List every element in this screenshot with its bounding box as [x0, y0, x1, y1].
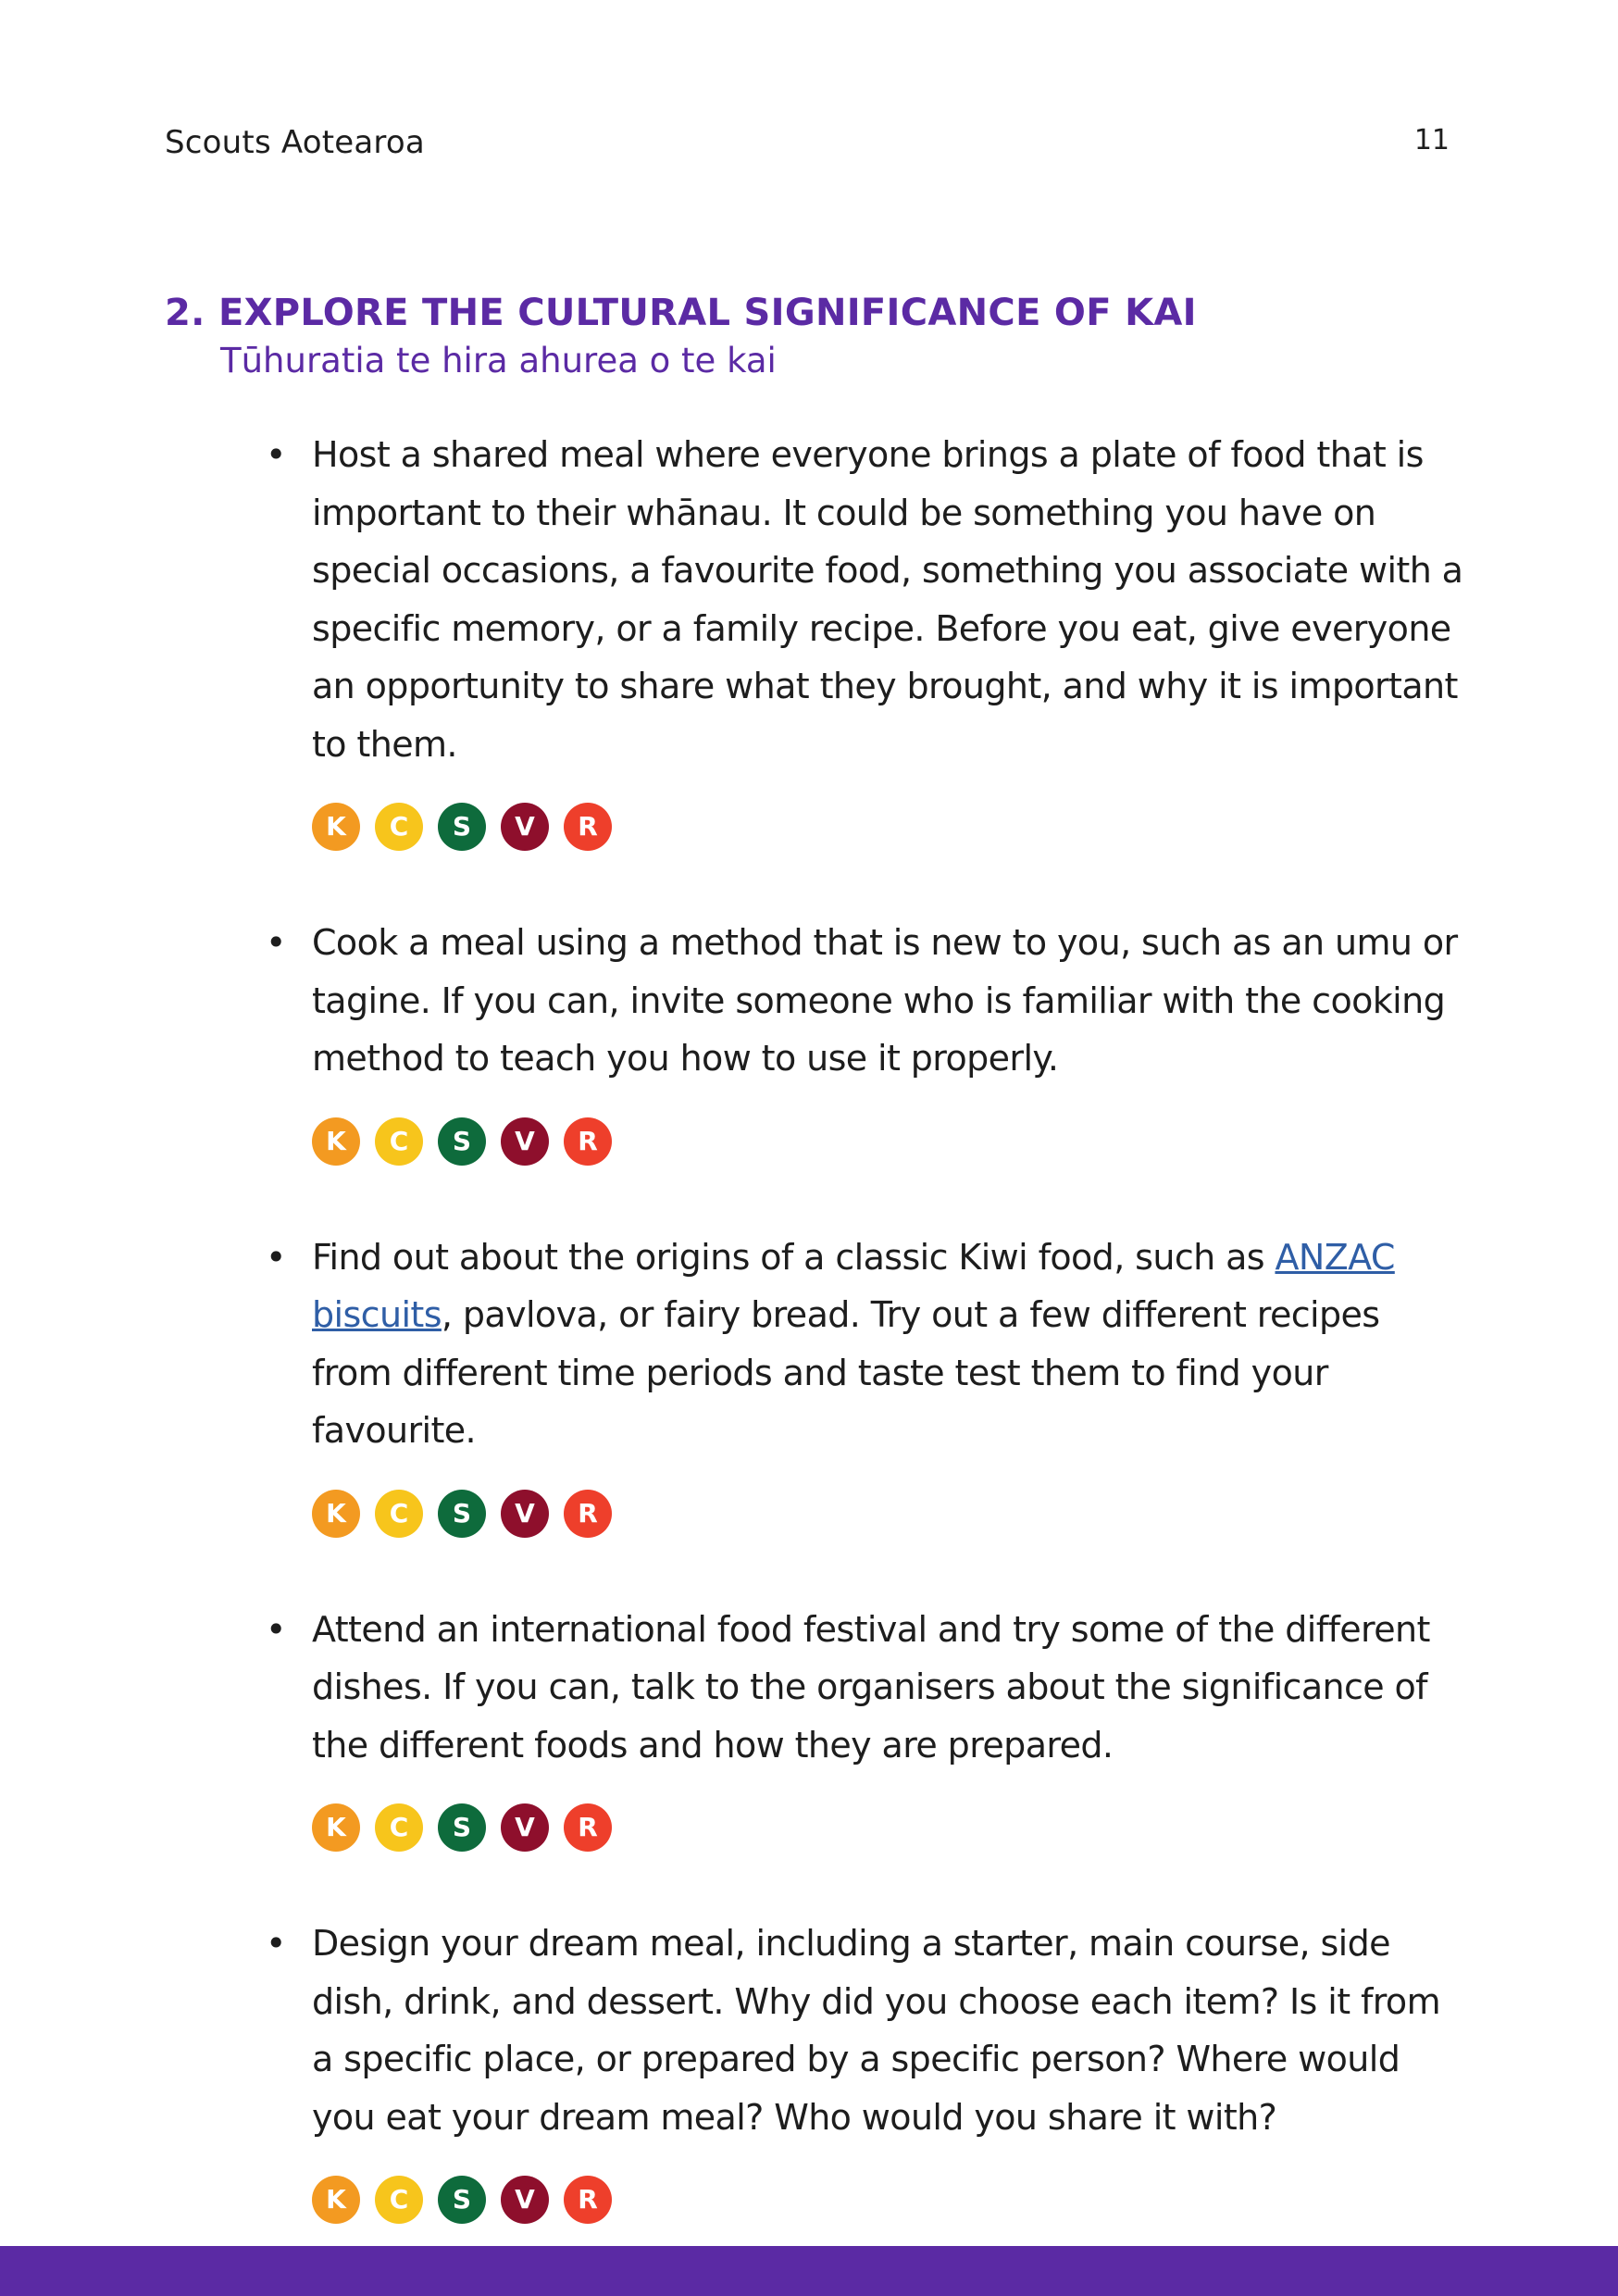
badge-v-icon: V	[501, 2176, 549, 2224]
section-title	[165, 287, 1479, 339]
section-number: 2.	[165, 292, 205, 334]
activity-list	[266, 426, 1469, 2224]
bullet-icon: •	[266, 1608, 287, 1650]
badge-s-icon: S	[438, 1490, 486, 1538]
badge-row	[312, 1490, 1469, 1538]
badge-v-icon: V	[501, 803, 549, 851]
badge-c-icon: C	[375, 1490, 423, 1538]
activity-item	[266, 1229, 1469, 1538]
activity-text: Host a shared meal where everyone brings a plate of food that is important to their whānau. It could be something you have on special occasions, a favourite food, something you associate with a specific memory, or a family recipe. Before you eat, give everyone an opportunity to share what they brought, and why it is important to them.	[312, 434, 1463, 765]
footer-bar	[0, 2246, 1618, 2296]
badge-k-icon: K	[312, 1117, 360, 1166]
badge-v-icon: V	[501, 1490, 549, 1538]
badge-r-icon: R	[564, 1117, 612, 1166]
activity-text-start: Find out about the origins of a classic Kiwi food, such as	[312, 1236, 1276, 1278]
activity-item	[266, 914, 1469, 1166]
activity-text-end: , pavlova, or fairy bread. Try out a few different recipes from different time periods and taste test them to find your favourite.	[312, 1294, 1380, 1451]
anzac-biscuits-link[interactable]: ANZAC biscuits	[312, 1236, 1395, 1335]
badge-v-icon: V	[501, 1117, 549, 1166]
badge-r-icon: R	[564, 803, 612, 851]
badge-r-icon: R	[564, 1490, 612, 1538]
activity-text	[312, 1229, 1469, 1460]
bullet-icon: •	[266, 922, 287, 963]
organisation-name: Scouts Aotearoa	[165, 124, 425, 161]
activity-text: Attend an international food festival and try some of the different dishes. If you can, talk to the organisers about the significance of the different foods and how they are prepared.	[312, 1608, 1430, 1766]
activity-item	[266, 1601, 1469, 1853]
badge-k-icon: K	[312, 803, 360, 851]
badge-c-icon: C	[375, 803, 423, 851]
badge-k-icon: K	[312, 1490, 360, 1538]
badge-s-icon: S	[438, 803, 486, 851]
bullet-icon: •	[266, 1923, 287, 1964]
badge-c-icon: C	[375, 1803, 423, 1852]
badge-c-icon: C	[375, 1117, 423, 1166]
badge-s-icon: S	[438, 1117, 486, 1166]
section-title-text: EXPLORE THE CULTURAL SIGNIFICANCE OF KAI	[218, 292, 1197, 334]
bullet-icon: •	[266, 434, 287, 475]
badge-row	[312, 2176, 1469, 2224]
badge-k-icon: K	[312, 2176, 360, 2224]
badge-v-icon: V	[501, 1803, 549, 1852]
activity-item	[266, 426, 1469, 851]
badge-c-icon: C	[375, 2176, 423, 2224]
badge-s-icon: S	[438, 1803, 486, 1852]
badge-row	[312, 803, 1469, 851]
page-number: 11	[1413, 124, 1450, 156]
badge-row	[312, 1803, 1469, 1852]
activity-text: Design your dream meal, including a starter, main course, side dish, drink, and dessert. Why did you choose each item? Is it from a specific place, or prepared by a specific person? Where would you eat your dream meal? Who would you share it with?	[312, 1923, 1441, 2138]
activity-text: Cook a meal using a method that is new to you, such as an umu or tagine. If you can, invite someone who is familiar with the cooking method to teach you how to use it properly.	[312, 922, 1458, 1079]
badge-r-icon: R	[564, 1803, 612, 1852]
badge-k-icon: K	[312, 1803, 360, 1852]
badge-r-icon: R	[564, 2176, 612, 2224]
bullet-icon: •	[266, 1236, 287, 1278]
section-subtitle: Tūhuratia te hira ahurea o te kai	[220, 341, 777, 381]
badge-row	[312, 1117, 1469, 1166]
section-header	[165, 287, 1479, 383]
badge-s-icon: S	[438, 2176, 486, 2224]
activity-item	[266, 1915, 1469, 2224]
